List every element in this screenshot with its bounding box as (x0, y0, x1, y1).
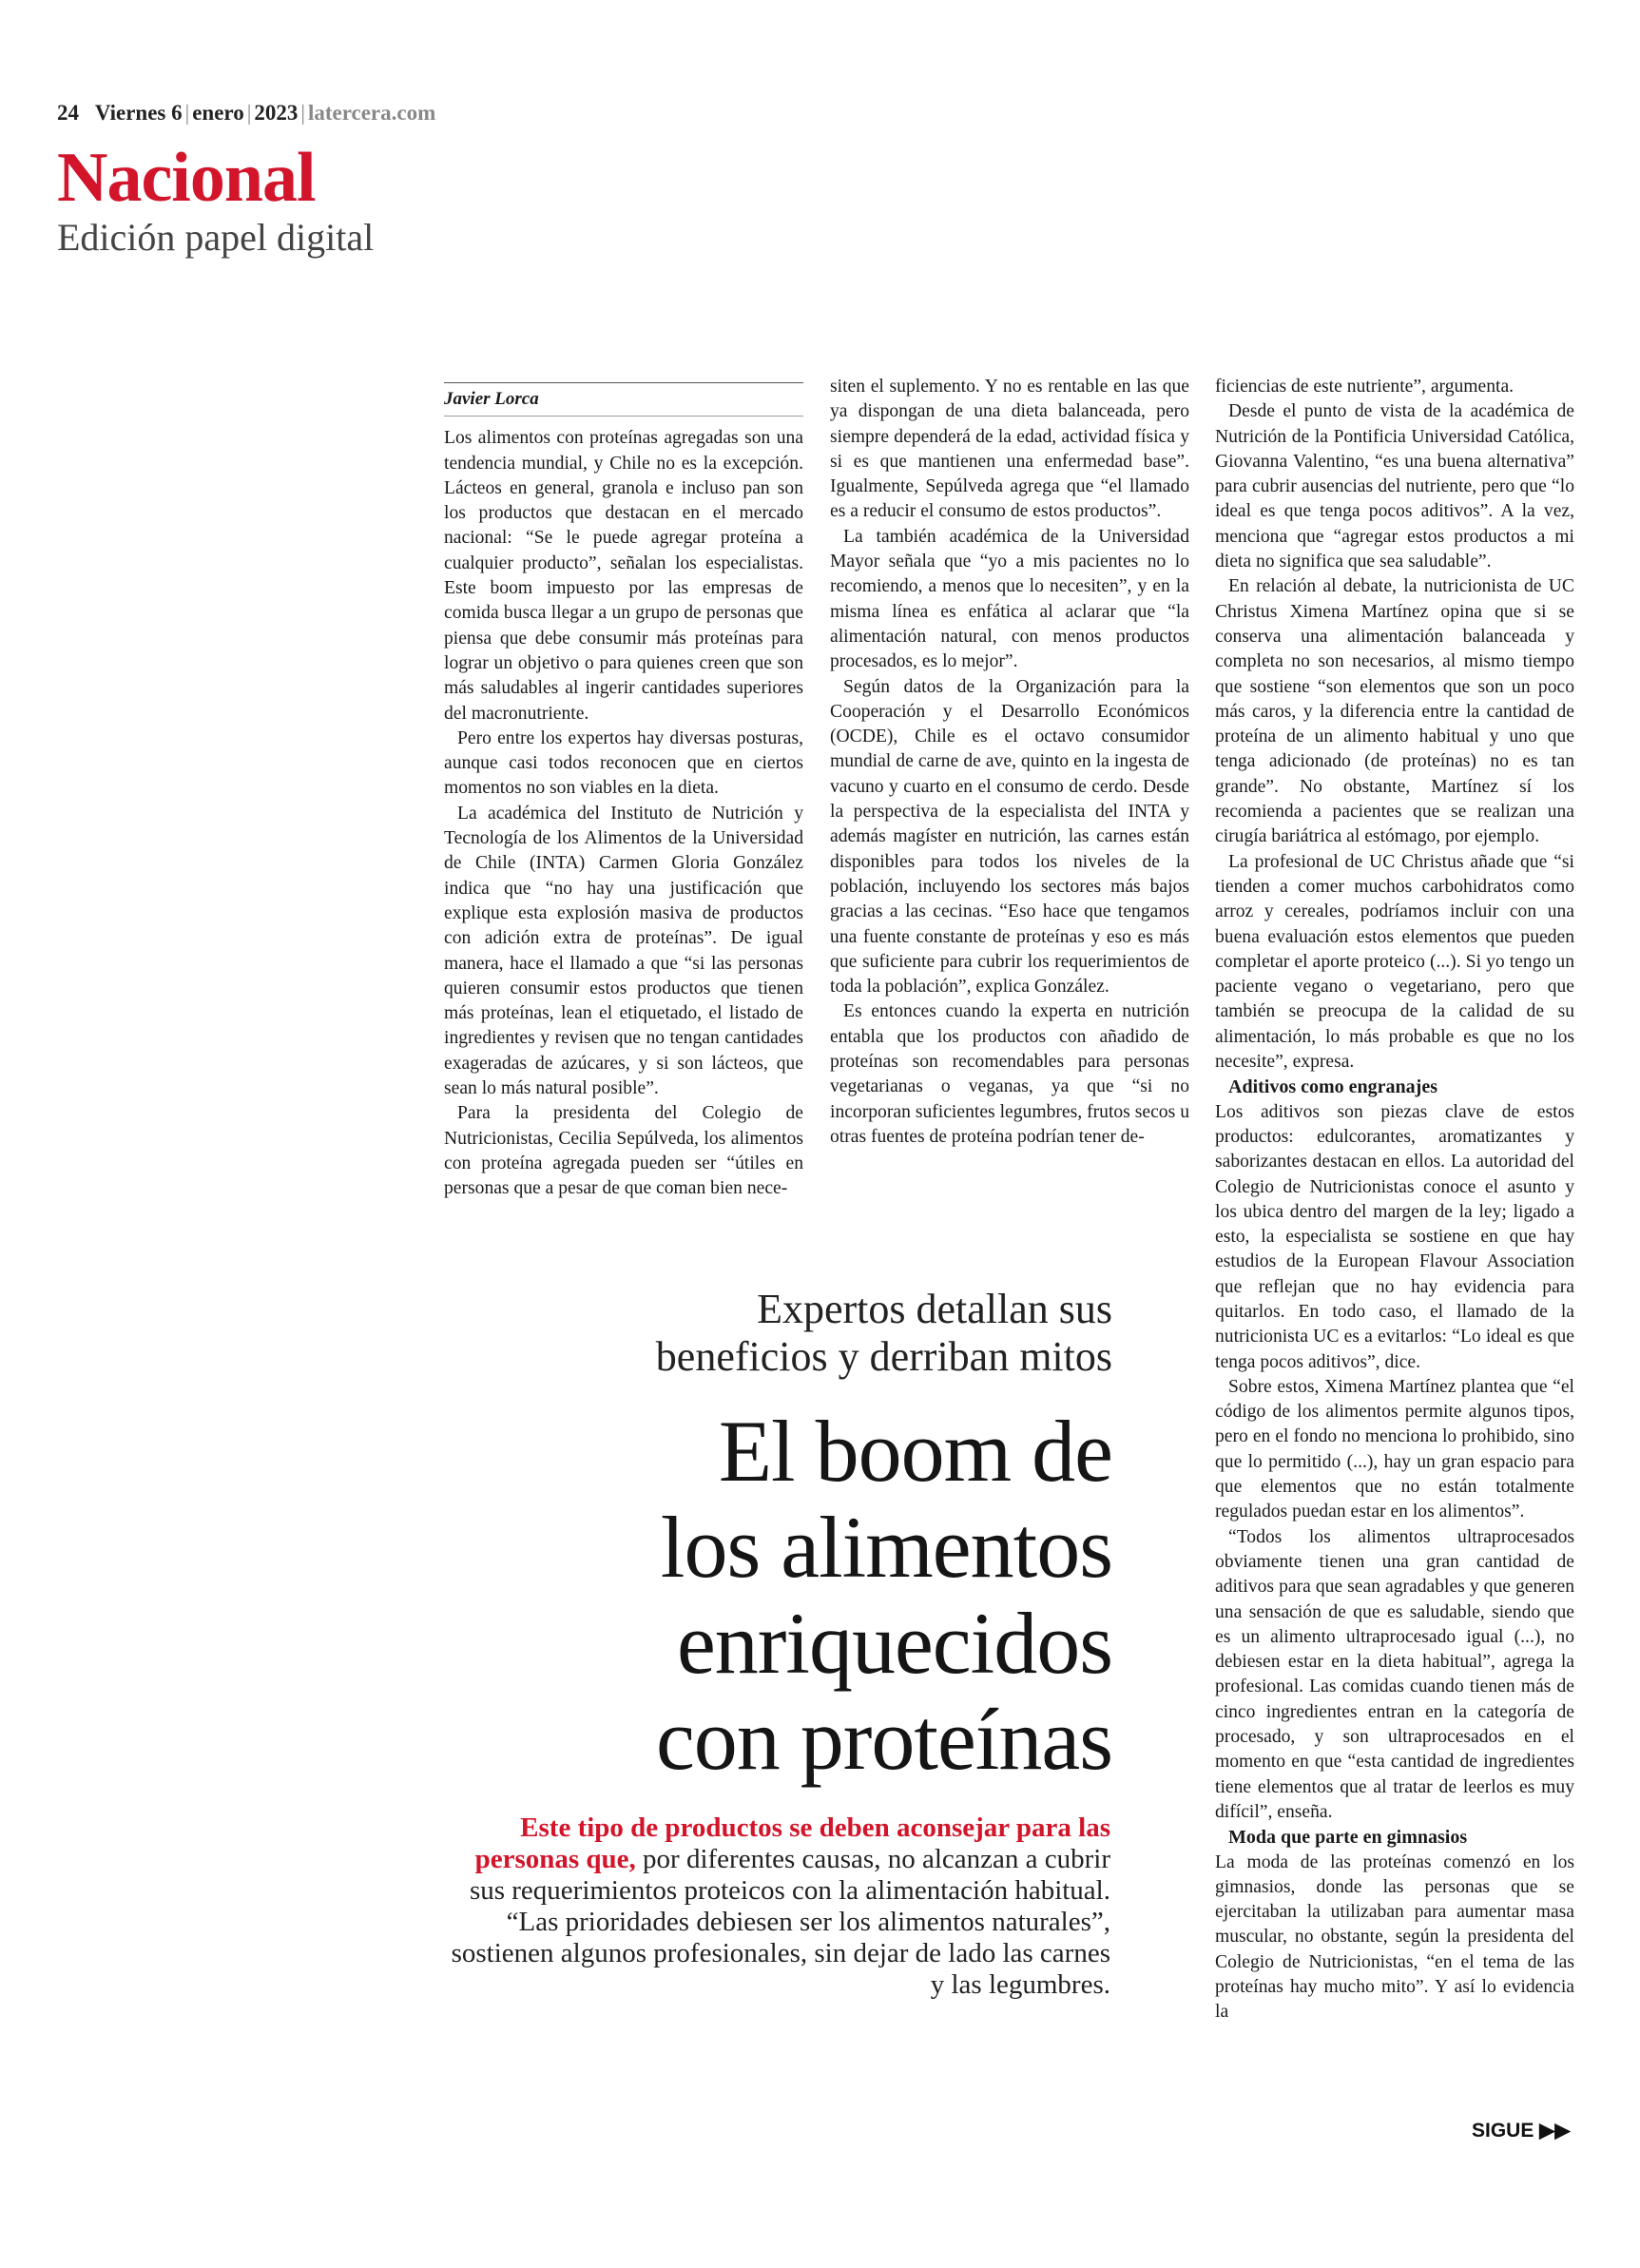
paragraph: La moda de las proteínas comenzó en los gimnasios, donde las personas que se ejercitaban la utilizaban para aumentar masa muscular, no obstante, según la presidenta del Colegio de Nutricionistas, “en el tema de las proteínas hay mucho mito”. Y así lo evidencia la (1215, 1851, 1574, 2023)
paragraph: Pero entre los expertos hay diversas posturas, aunque casi todos reconocen que en ciertos momentos no son viables en la dieta. (444, 727, 803, 799)
lead-text: por diferentes causas, no alcanzan a cubrir sus requerimientos proteicos con la alimentación habitual. “Las prioridades debiesen ser los alimentos naturales”, sostienen algunos profesionales, sin dejar de lado las carnes y las legumbres. (451, 1844, 1110, 2000)
date-day: Viernes 6 (94, 101, 183, 125)
subheading-aditivos: Aditivos como engranajes (1228, 1076, 1437, 1098)
headline (513, 1404, 1112, 1788)
continue-marker: SIGUE ▶▶ (1472, 2120, 1571, 2142)
paragraph: siten el suplemento. Y no es rentable en las que ya dispongan de una dieta balanceada, pero siempre dependerá de la edad, actividad física y si es que mantienen una enfermedad base”. Igualmente, Sepúlveda agrega que “el llamado es a reducir el consumo de estos productos”. (830, 377, 1189, 522)
headline-line: El boom de (718, 1403, 1112, 1500)
headline-line: enriquecidos (676, 1595, 1112, 1692)
headline-line: los alimentos (660, 1499, 1112, 1596)
subheading-moda: Moda que parte en gimnasios (1228, 1827, 1468, 1849)
date-month: enero (192, 101, 244, 125)
paragraph: Es entonces cuando la experta en nutrición entabla que los productos con añadido de proteínas son recomendables para personas vegetarianas o veganas, ya que “si no incorporan suficientes legumbres, frutos secos u otras fuentes de proteína podrían tener de- (830, 1001, 1189, 1147)
page-folio: 24 Viernes 6 | enero | 2023 | latercera.com (57, 101, 436, 125)
article-column-2 (830, 375, 1189, 1150)
paragraph: Desde el punto de vista de la académica de Nutrición de la Pontificia Universidad Católica, Giovanna Valentino, “es una buena alternativa” para cubrir ausencias del nutriente, pero que “lo ideal es que tenga pocos aditivos”. A la vez, menciona que “agregar estos productos a mi dieta no significa que sea saludable”. (1215, 401, 1574, 572)
kicker (532, 1286, 1112, 1381)
lead-paragraph (439, 1812, 1110, 2001)
kicker-line: beneficios y derriban mitos (655, 1333, 1112, 1380)
byline: Javier Lorca (444, 382, 803, 417)
site-link[interactable]: latercera.com (307, 101, 436, 125)
paragraph: Los aditivos son piezas clave de estos productos: edulcorantes, aromatizantes y saborizantes destacan en ellos. La autoridad del Colegio de Nutricionistas conoce el asunto y los ubica dentro del margen de la ley; ligado a esto, la especialista se sostiene en que hay estudios de la European Flavour Association que reflejan que no hay evidencia para quitarlos. En todo caso, el llamado de la nutricionista UC es a evitarlos: “Lo ideal es que tenga pocos aditivos”, dice. (1215, 1101, 1574, 1372)
paragraph: ficiencias de este nutriente”, argumenta. (1215, 377, 1515, 397)
article-column-3 (1215, 375, 1574, 2026)
paragraph: Los alimentos con proteínas agregadas son una tendencia mundial, y Chile no es la excepción. Lácteos en general, granola e incluso pan son los productos que destacan en el mercado nacional: “Se le puede agregar proteína a cualquier producto”, señalan los especialistas. Este boom impuesto por las empresas de comida busca llegar a un grupo de personas que piensa que debe consumir más proteínas para lograr un objetivo o para quienes creen que son más saludables al ingerir cantidades superiores del macronutriente. (444, 428, 803, 724)
paragraph: Según datos de la Organización para la Cooperación y el Desarrollo Económicos (OCDE), Chile es el octavo consumidor mundial de carne de ave, quinto en la ingesta de vacuno y cuarto en el consumo de cerdo. Desde la perspectiva de la especialista del INTA y además magíster en nutrición, las carnes están disponibles para todos los niveles de la población, incluyendo los sectores más bajos gracias a las cecinas. “Eso hace que tengamos una fuente constante de proteínas y eso es más que suficiente para cubrir los requerimientos de toda la población”, explica González. (830, 676, 1189, 998)
paragraph: La también académica de la Universidad Mayor señala que “yo a mis pacientes no lo recomiendo, a menos que lo necesiten”, y en la misma línea es enfática al aclarar que “la alimentación natural, con menos productos procesados, es lo mejor”. (830, 526, 1189, 672)
paragraph: “Todos los alimentos ultraprocesados obviamente tienen una gran cantidad de aditivos para que sean agradables y que generen una sensación de que es saludable, siendo que es un alimento ultraprocesado igual (...), no debiesen estar en la dieta habitual”, agrega la profesional. Las comidas cuando tienen más de cinco ingredientes entran en la categoría de procesado, y son ultraprocesados en el momento en que “esta cantidad de ingredientes tiene elementos que al tratar de leerlos es muy difícil”, enseña. (1215, 1526, 1574, 1822)
paragraph: Sobre estos, Ximena Martínez plantea que “el código de los alimentos permite algunos tipos, pero en el fondo no menciona lo prohibido, sino que lo permitido (...), hay un gran espacio para que elementos que no están totalmente regulados puedan estar en los alimentos”. (1215, 1376, 1574, 1522)
article-column-1 (444, 382, 803, 1202)
section-title: Nacional (57, 139, 316, 217)
paragraph: La académica del Instituto de Nutrición y Tecnología de los Alimentos de la Universidad de Chile (INTA) Carmen Gloria González indica que “no hay una justificación que explique esta explosión masiva de productos con adición extra de proteínas”. De igual manera, hace el llamado a que “si las personas quieren consumir estos productos que tienen más proteínas, lean el etiquetado, el listado de ingredientes y revisen que no tengan cantidades exageradas de azúcares, y si son lácteos, que sean lo más natural posible”. (444, 803, 803, 1099)
page-number: 24 (57, 101, 79, 125)
lead-highlight: Este tipo de productos se deben aconsejar para las personas que, (474, 1812, 1110, 1874)
kicker-line: Expertos detallan sus (757, 1286, 1112, 1332)
edition-label: Edición papel digital (57, 216, 375, 259)
paragraph: La profesional de UC Christus añade que “si tienden a comer muchos carbohidratos como arroz y cereales, podríamos incluir con una buena evaluación estos elementos que pueden completar el aporte proteico (...). Si yo tengo un paciente vegano o vegetariano, pero que también se preocupa de la calidad de su alimentación, lo más probable es que no los necesite”, expresa. (1215, 851, 1574, 1073)
date-year: 2023 (254, 101, 299, 125)
paragraph: En relación al debate, la nutricionista de UC Christus Ximena Martínez opina que si se conserva una alimentación balanceada y completa no son necesarios, al mismo tiempo que sostiene “son elementos que son un poco más caros, y la diferencia entre la cantidad de proteína de un alimento habitual y uno que tenga adicionado (de proteínas) no es tan grande”. No obstante, Martínez sí los recomienda a pacientes que se realizan una cirugía bariátrica al estómago, por ejemplo. (1215, 576, 1574, 847)
headline-line: con proteínas (655, 1691, 1112, 1788)
paragraph: Para la presidenta del Colegio de Nutricionistas, Cecilia Sepúlveda, los alimentos con proteína agregada pueden ser “útiles en personas que a pesar de que coman bien nece- (444, 1103, 803, 1199)
